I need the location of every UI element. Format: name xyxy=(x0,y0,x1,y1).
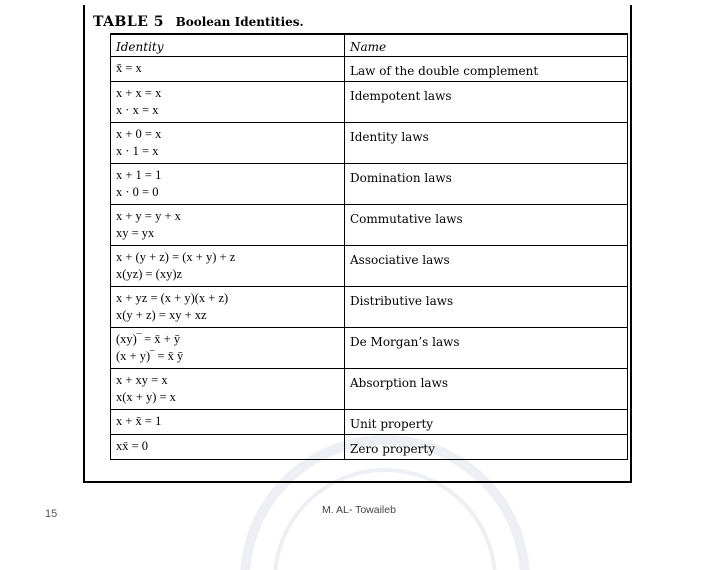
identity-cell xyxy=(111,82,345,123)
identity-equation: x + 1 = 1 xyxy=(116,168,162,182)
page-number: 15 xyxy=(45,508,58,520)
table-row xyxy=(111,164,628,205)
law-name-cell: Zero property xyxy=(345,435,628,460)
table-row xyxy=(111,328,628,369)
identity-equation: xx̄ = 0 xyxy=(116,439,149,453)
law-name-cell: Commutative laws xyxy=(345,205,628,246)
identity-equation: x + yz = (x + y)(x + z) xyxy=(116,291,229,305)
law-name-cell: Domination laws xyxy=(345,164,628,205)
name-column-header: Name xyxy=(345,35,628,57)
identity-cell xyxy=(111,328,345,369)
table-row xyxy=(111,82,628,123)
identity-cell xyxy=(111,246,345,287)
law-name-cell: Associative laws xyxy=(345,246,628,287)
identity-cell xyxy=(111,287,345,328)
identity-equation: x + x̄ = 1 xyxy=(116,414,162,428)
identity-equation: x + xy = x xyxy=(116,373,168,387)
identity-cell xyxy=(111,410,345,435)
identity-column-header: Identity xyxy=(111,35,345,57)
law-name-cell: Identity laws xyxy=(345,123,628,164)
identity-equation: xy = yx xyxy=(116,226,155,240)
table-row xyxy=(111,435,628,460)
law-name-cell: Distributive laws xyxy=(345,287,628,328)
identity-equation: x + 0 = x xyxy=(116,127,162,141)
identity-equation: x · x = x xyxy=(116,103,159,117)
table-row xyxy=(111,287,628,328)
identity-cell xyxy=(111,205,345,246)
identity-equation: x(yz) = (xy)z xyxy=(116,267,183,281)
table-caption xyxy=(93,11,304,33)
identity-cell xyxy=(111,369,345,410)
table-number: TABLE 5 xyxy=(93,14,164,30)
identity-cell xyxy=(111,57,345,82)
table-row xyxy=(111,123,628,164)
author-name: M. AL- Towaileb xyxy=(322,504,396,516)
table-row xyxy=(111,410,628,435)
identity-equation: (xy)‾ = x̄ + ȳ xyxy=(116,332,181,346)
header-row xyxy=(111,35,628,57)
identity-cell xyxy=(111,164,345,205)
table-body xyxy=(110,33,628,481)
identity-equation: x(y + z) = xy + xz xyxy=(116,308,207,322)
table-row xyxy=(111,57,628,82)
identity-equation: x̄̄ = x xyxy=(116,61,142,75)
boolean-identities-table xyxy=(83,5,632,483)
identity-cell xyxy=(111,435,345,460)
law-name-cell: Law of the double complement xyxy=(345,57,628,82)
law-name-cell: Unit property xyxy=(345,410,628,435)
law-name-cell: De Morgan’s laws xyxy=(345,328,628,369)
identity-equation: (x + y)‾ = x̄ ȳ xyxy=(116,349,184,363)
table-row xyxy=(111,205,628,246)
law-name-cell: Idempotent laws xyxy=(345,82,628,123)
identity-equation: x + x = x xyxy=(116,86,162,100)
law-name-cell: Absorption laws xyxy=(345,369,628,410)
table-row xyxy=(111,369,628,410)
identity-equation: x + (y + z) = (x + y) + z xyxy=(116,250,236,264)
table-row xyxy=(111,246,628,287)
identities-grid xyxy=(110,35,628,460)
identity-cell xyxy=(111,123,345,164)
table-title: Boolean Identities. xyxy=(175,15,304,29)
identity-equation: x · 0 = 0 xyxy=(116,185,159,199)
identity-equation: x(x + y) = x xyxy=(116,390,176,404)
identity-equation: x · 1 = x xyxy=(116,144,159,158)
identity-equation: x + y = y + x xyxy=(116,209,181,223)
